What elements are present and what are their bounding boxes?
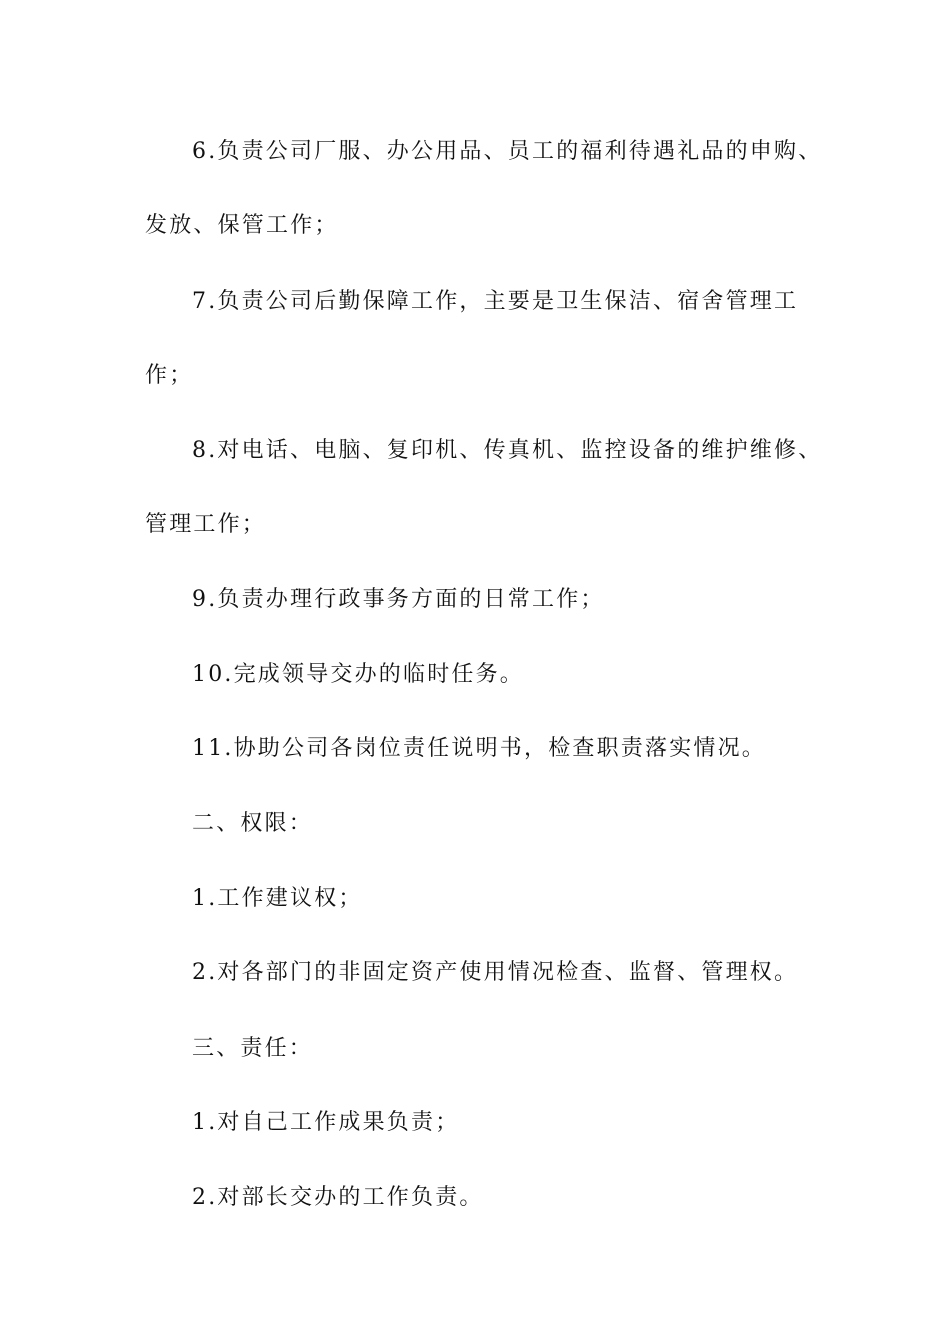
section-heading: 三、责任： [192, 1036, 314, 1061]
paragraph-line: 发放、保管工作； [145, 213, 339, 238]
paragraph-line: 2.对各部门的非固定资产使用情况检查、监督、管理权。 [192, 960, 799, 985]
paragraph-line: 作； [145, 363, 194, 388]
paragraph-line: 7.负责公司后勤保障工作，主要是卫生保洁、宿舍管理工 [192, 289, 799, 314]
paragraph-line: 1.工作建议权； [192, 886, 363, 911]
paragraph-line: 2.对部长交办的工作负责。 [192, 1185, 484, 1210]
paragraph-line: 管理工作； [145, 512, 267, 537]
paragraph-line: 11.协助公司各岗位责任说明书，检查职责落实情况。 [192, 736, 766, 761]
paragraph-line: 9.负责办理行政事务方面的日常工作； [192, 587, 605, 612]
paragraph-line: 10.完成领导交办的临时任务。 [192, 662, 524, 687]
paragraph-line: 6.负责公司厂服、办公用品、员工的福利待遇礼品的申购、 [192, 139, 823, 164]
paragraph-line: 1.对自己工作成果负责； [192, 1110, 460, 1135]
section-heading: 二、权限： [192, 811, 314, 836]
paragraph-line: 8.对电话、电脑、复印机、传真机、监控设备的维护维修、 [192, 438, 823, 463]
